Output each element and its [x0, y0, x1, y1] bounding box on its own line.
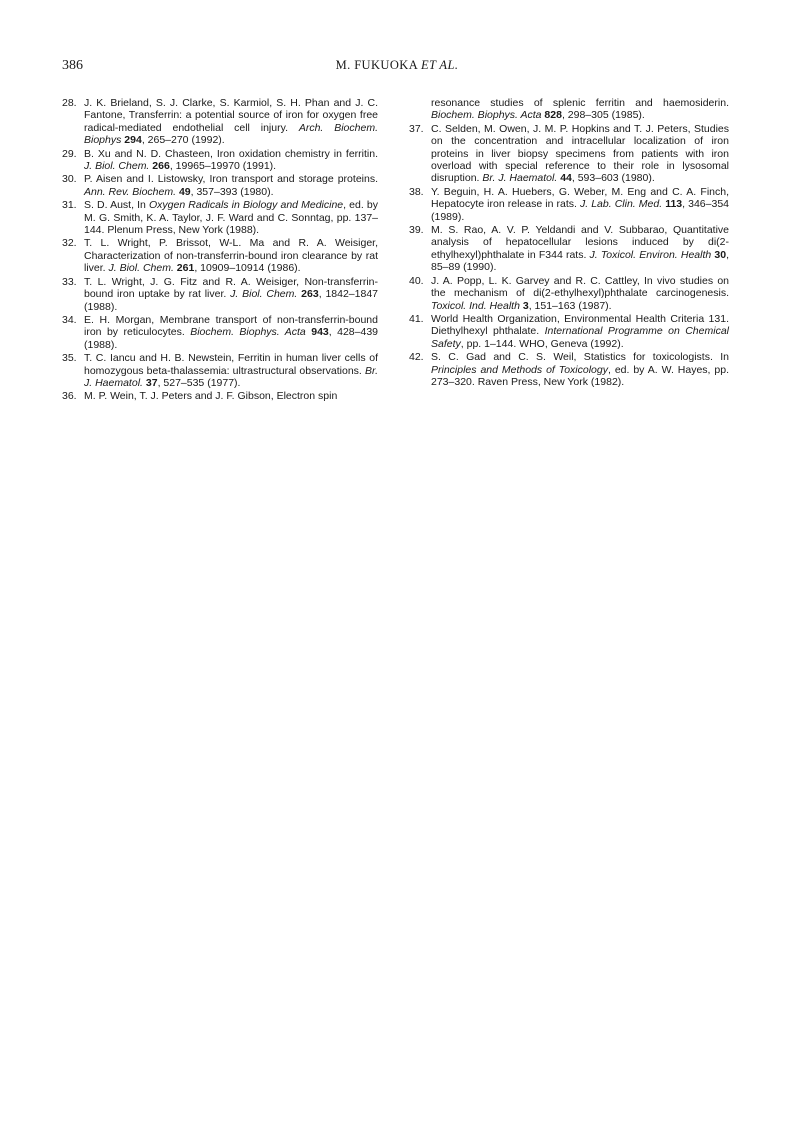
reference-body: [84, 148, 378, 172]
volume-number: 294: [124, 134, 142, 147]
reference-item: [62, 390, 378, 402]
volume-number: 943: [311, 326, 329, 339]
volume-number: 266: [152, 160, 170, 173]
reference-text: S. C. Gad and C. S. Weil, Statistics for toxicologists. In: [431, 351, 729, 364]
reference-text: T. C. Iancu and H. B. Newstein, Ferritin in human liver cells of homozygous beta-thalassemia: ultrastructural observations.: [84, 352, 378, 377]
reference-item: [409, 123, 729, 185]
reference-text: , 346–354 (1989).: [431, 198, 729, 223]
reference-text: , ed. by A. W. Hayes, pp. 273–320. Raven Press, New York (1982).: [431, 363, 729, 388]
reference-text: , 265–270 (1992).: [141, 134, 225, 147]
volume-number: 49: [178, 185, 191, 198]
reference-item: [409, 351, 729, 388]
reference-text: M. S. Rao, A. V. P. Yeldandi and V. Subbarao, Quantitative analysis of hepatocellular lesions induced by di(2-ethylhexyl)phthalate in F344 rats.: [431, 224, 729, 261]
reference-body: [431, 186, 729, 223]
reference-item: [409, 313, 729, 350]
journal-title: Ann. Rev. Biochem.: [84, 185, 177, 198]
journal-title: Toxicol. Ind. Health: [431, 299, 520, 312]
reference-text: , 1842–1847 (1988).: [84, 288, 379, 313]
reference-number: 33.: [62, 275, 77, 288]
reference-text: , ed. by M. G. Smith, K. A. Taylor, J. F. Ward and C. Sonntag, pp. 137–144. Plenum Press, New York (1988).: [84, 199, 378, 237]
reference-item: [409, 186, 729, 223]
reference-text: , 85–89 (1990).: [431, 248, 729, 274]
reference-text: J. K. Brieland, S. J. Clarke, S. Karmiol, S. H. Phan and J. C. Fantone, Transferrin: a potential source of iron for oxygen free radical-mediated endothelial cell injury.: [84, 97, 378, 134]
reference-body: [84, 199, 378, 236]
reference-item: [62, 237, 378, 274]
reference-text: World Health Organization, Environmental Health Criteria 131. Diethylhexyl phthalate.: [431, 312, 729, 338]
journal-title: International Programme on Chemical Safety: [431, 325, 729, 350]
page-header: [62, 58, 732, 78]
reference-body: [431, 275, 729, 312]
reference-body: [431, 123, 729, 185]
reference-text: , 151–163 (1987).: [528, 299, 612, 312]
reference-number: 29.: [62, 147, 77, 160]
volume-number: 30: [714, 248, 727, 261]
reference-number: 37.: [409, 122, 424, 135]
reference-number: 35.: [62, 352, 77, 365]
journal-title: J. Toxicol. Environ. Health: [589, 248, 712, 261]
reference-number: 36.: [62, 390, 77, 403]
reference-text: , 593–603 (1980).: [571, 172, 655, 185]
page-number: 386: [62, 58, 83, 73]
running-title: [62, 58, 732, 73]
running-title-et-al: ET AL.: [420, 58, 459, 72]
reference-item: [62, 97, 378, 147]
journal-title: Arch. Biochem. Biophys: [84, 121, 378, 147]
running-title-authors: M. FUKUOKA: [335, 58, 421, 72]
reference-number: 38.: [409, 185, 424, 198]
volume-number: 113: [665, 198, 683, 211]
journal-title: J. Lab. Clin. Med.: [579, 198, 663, 211]
reference-text: E. H. Morgan, Membrane transport of non-transferrin-bound iron by reticulocytes.: [84, 313, 378, 339]
reference-body: [431, 351, 729, 388]
volume-number: 261: [176, 262, 195, 275]
reference-body: [84, 97, 378, 146]
reference-item: [62, 276, 378, 313]
reference-text: , 527–535 (1977).: [157, 376, 241, 389]
reference-text: , 10909–10914 (1986).: [194, 262, 301, 275]
reference-body: [84, 352, 378, 389]
journal-title: J. Biol. Chem.: [84, 160, 150, 173]
journal-title: Biochem. Biophys. Acta: [431, 109, 542, 122]
reference-item: [409, 275, 729, 312]
volume-number: 3: [522, 299, 529, 312]
reference-item: [62, 314, 378, 351]
reference-number: 42.: [409, 351, 424, 364]
references-right-column: [409, 97, 729, 389]
reference-text: , 357–393 (1980).: [190, 185, 274, 198]
reference-body: [431, 224, 729, 273]
reference-text: C. Selden, M. Owen, J. M. P. Hopkins and T. J. Peters, Studies on the concentration and intracellular localization of iron proteins in liver biopsy specimens from patients with iron overload with special reference to their role in lysosomal disruption.: [431, 122, 729, 185]
reference-text: , pp. 1–144. WHO, Geneva (1992).: [460, 337, 624, 350]
reference-text: , 19965–19970 (1991).: [169, 160, 277, 173]
volume-number: 828: [544, 109, 562, 122]
volume-number: 37: [145, 376, 158, 389]
reference-text: B. Xu and N. D. Chasteen, Iron oxidation chemistry in ferritin.: [84, 147, 378, 160]
reference-number: 41.: [409, 312, 424, 325]
reference-number: 28.: [62, 97, 77, 109]
reference-text: S. D. Aust, In: [84, 199, 149, 212]
reference-item: [62, 148, 378, 173]
reference-text: M. P. Wein, T. J. Peters and J. F. Gibson, Electron spin: [84, 390, 338, 403]
journal-title: Br. J. Haematol.: [84, 364, 378, 389]
reference-number: 31.: [62, 199, 77, 212]
reference-item: [62, 352, 378, 389]
reference-number: 40.: [409, 274, 424, 287]
reference-text: Y. Beguin, H. A. Huebers, G. Weber, M. Eng and C. A. Finch, Hepatocyte iron release in rats.: [431, 185, 729, 211]
reference-number: 34.: [62, 313, 77, 326]
reference-body: [84, 390, 337, 402]
reference-body: [84, 276, 378, 313]
journal-title: Oxygen Radicals in Biology and Medicine: [148, 199, 344, 212]
journal-title: Br. J. Haematol.: [482, 172, 558, 185]
journal-title: Biochem. Biophys. Acta: [190, 326, 306, 339]
reference-text: J. A. Popp, L. K. Garvey and R. C. Cattley, In vivo studies on the mechanism of di(2-ethylhexyl)phthalate carcinogenesis.: [431, 274, 729, 300]
references-left-column: [62, 97, 378, 404]
reference-item: [62, 173, 378, 198]
volume-number: 263: [301, 288, 319, 301]
journal-title: J. Biol. Chem.: [108, 262, 174, 275]
reference-text: T. L. Wright, P. Brissot, W-L. Ma and R. A. Weisiger, Characterization of non-transferrin-bound iron clearance by rat liver.: [84, 237, 378, 275]
reference-item: [409, 224, 729, 274]
reference-36-continuation: [431, 97, 729, 122]
reference-item: [62, 199, 378, 236]
reference-text: , 298–305 (1985).: [561, 109, 645, 122]
reference-body: [84, 237, 378, 274]
reference-body: [84, 314, 378, 351]
reference-text: P. Aisen and I. Listowsky, Iron transport and storage proteins.: [84, 173, 378, 186]
reference-body: [431, 313, 729, 350]
reference-body: [84, 173, 378, 197]
volume-number: 44: [560, 172, 572, 185]
reference-text: , 428–439 (1988).: [84, 326, 379, 351]
reference-text: T. L. Wright, J. G. Fitz and R. A. Weisiger, Non-transferrin-bound iron uptake by rat liver.: [84, 275, 378, 301]
journal-title: Principles and Methods of Toxicology: [431, 363, 608, 376]
reference-text: resonance studies of splenic ferritin and haemosiderin.: [431, 97, 729, 109]
reference-number: 30.: [62, 173, 77, 186]
journal-title: J. Biol. Chem.: [230, 288, 298, 301]
reference-number: 32.: [62, 237, 77, 250]
reference-number: 39.: [409, 224, 424, 237]
